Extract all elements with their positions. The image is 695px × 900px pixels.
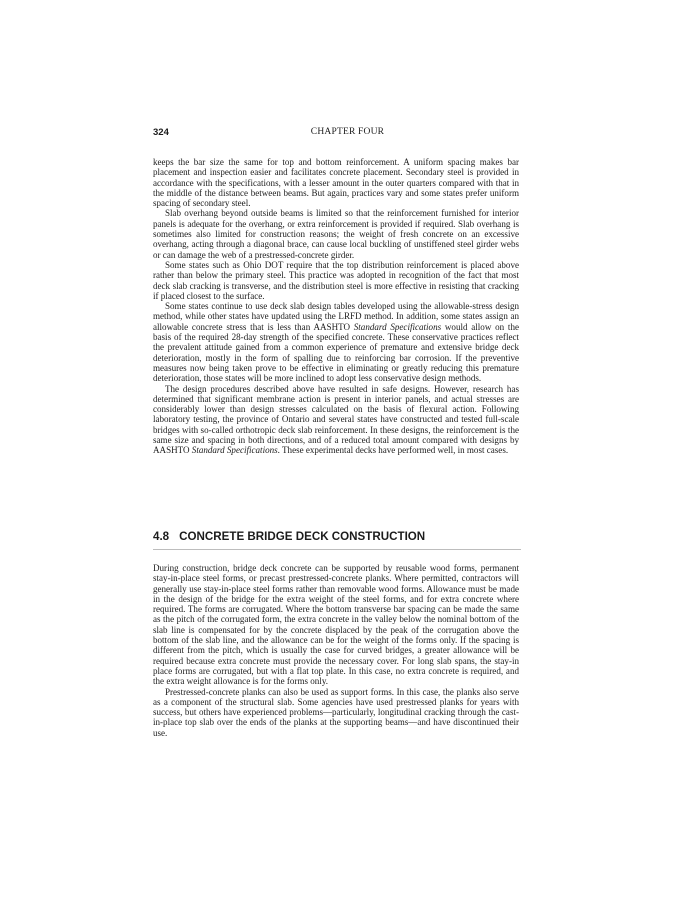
paragraph-text: would allow on the basis of the required 28-day strength of the specified concrete. These conservative practices reflect the prevalent attitude gained from a common experience of premature and extensive bridge deck deterioration, mostly in the form of spalling due to reinforcing bar corrosion. If the preventive measures now being taken prove to be effective in eliminating or greatly reducing this premature deterioration, those states will be more inclined to adopt less conservative design methods. <box>153 321 519 384</box>
paragraph <box>153 301 519 383</box>
paragraph: During construction, bridge deck concrete can be supported by reusable wood forms, permanent stay-in-place steel forms, or precast prestressed-concrete planks. Where permitted, contractors will generally use stay-in-place steel forms rather than removable wood forms. Allowance must be made in the design of the bridge for the extra weight of the steel forms, and for extra concrete where required. The forms are corrugated. Where the bottom transverse bar spacing can be made the same as the pitch of the corrugated form, the extra concrete in the valley below the nominal bottom of the slab line is compensated for by the concrete displaced by the peak of the corrugation above the bottom of the slab line, and the allowance can be for the weight of the forms only. If the spacing is different from the pitch, which is usually the case for curved bridges, a greater allowance will be required because extra concrete must provide the necessary cover. For long slab spans, the stay-in place forms are corrugated, but with a flat top plate. In this case, no extra concrete is required, and the extra weight allowance is for the forms only. <box>153 563 519 687</box>
paragraph <box>153 384 519 456</box>
italic-title: Standard Specifications <box>191 445 278 456</box>
paragraph-text: . These experimental decks have performed well, in most cases. <box>277 445 509 456</box>
italic-title: Standard Specifications <box>353 321 442 332</box>
paragraph: Prestressed-concrete planks can also be used as support forms. In this case, the planks also serve as a component of the structural slab. Some agencies have used prestressed planks for years with success, but others have experienced problems—particularly, longitudinal cracking through the cast-in-place top slab over the ends of the planks at the supporting beams—and have discontinued their use. <box>153 686 519 738</box>
running-head: CHAPTER FOUR <box>310 127 385 137</box>
body-text-top <box>153 157 519 456</box>
paragraph-text: The design procedures described above have resulted in safe designs. However, research has determined that significant membrane action is present in interior panels, and actual stresses are considerably lower than design stresses calculated on the basis of flexural action. Following laboratory testing, the province of Ontario and several states have constructed and tested full-scale bridges with so-called orthotropic deck slab reinforcement. In these designs, the reinforcement is the same size and spacing in both directions, and of a reduced total amount compared with designs by AASHTO <box>153 383 519 456</box>
paragraph: keeps the bar size the same for top and bottom reinforcement. A uniform spacing makes bar placement and inspection easier and facilitates concrete placement. Secondary steel is provided in accordance with the specifications, with a lesser amount in the outer quarters compared with that in the middle of the distance between beams. But again, practices vary and some states prefer uniform spacing of secondary steel. <box>153 157 519 209</box>
paragraph: Slab overhang beyond outside beams is limited so that the reinforcement furnished for interior panels is adequate for the overhang, or extra reinforcement is provided if required. Slab overhang is sometimes also limited for construction reasons; the weight of fresh concrete on an excessive overhang, acting through a diagonal brace, can cause local buckling of unstiffened steel girder webs or can damage the web of a prestressed-concrete girder. <box>153 208 519 260</box>
section-title: CONCRETE BRIDGE DECK CONSTRUCTION <box>179 530 426 543</box>
paragraph-text: Some states continue to use deck slab design tables developed using the allowable-stress design method, while other states have updated using the LRFD method. In addition, some states assign an allowable concrete stress that is less than AASHTO <box>153 301 519 332</box>
body-text-bottom <box>153 563 519 738</box>
section-heading <box>153 530 521 550</box>
section-number: 4.8 <box>153 530 170 543</box>
page-number: 324 <box>153 127 169 138</box>
paragraph: Some states such as Ohio DOT require that the top distribution reinforcement is placed above rather than below the primary steel. This practice was adopted in recognition of the fact that most deck slab cracking is transverse, and the distribution steel is more effective in resisting that cracking if placed closest to the surface. <box>153 259 519 301</box>
